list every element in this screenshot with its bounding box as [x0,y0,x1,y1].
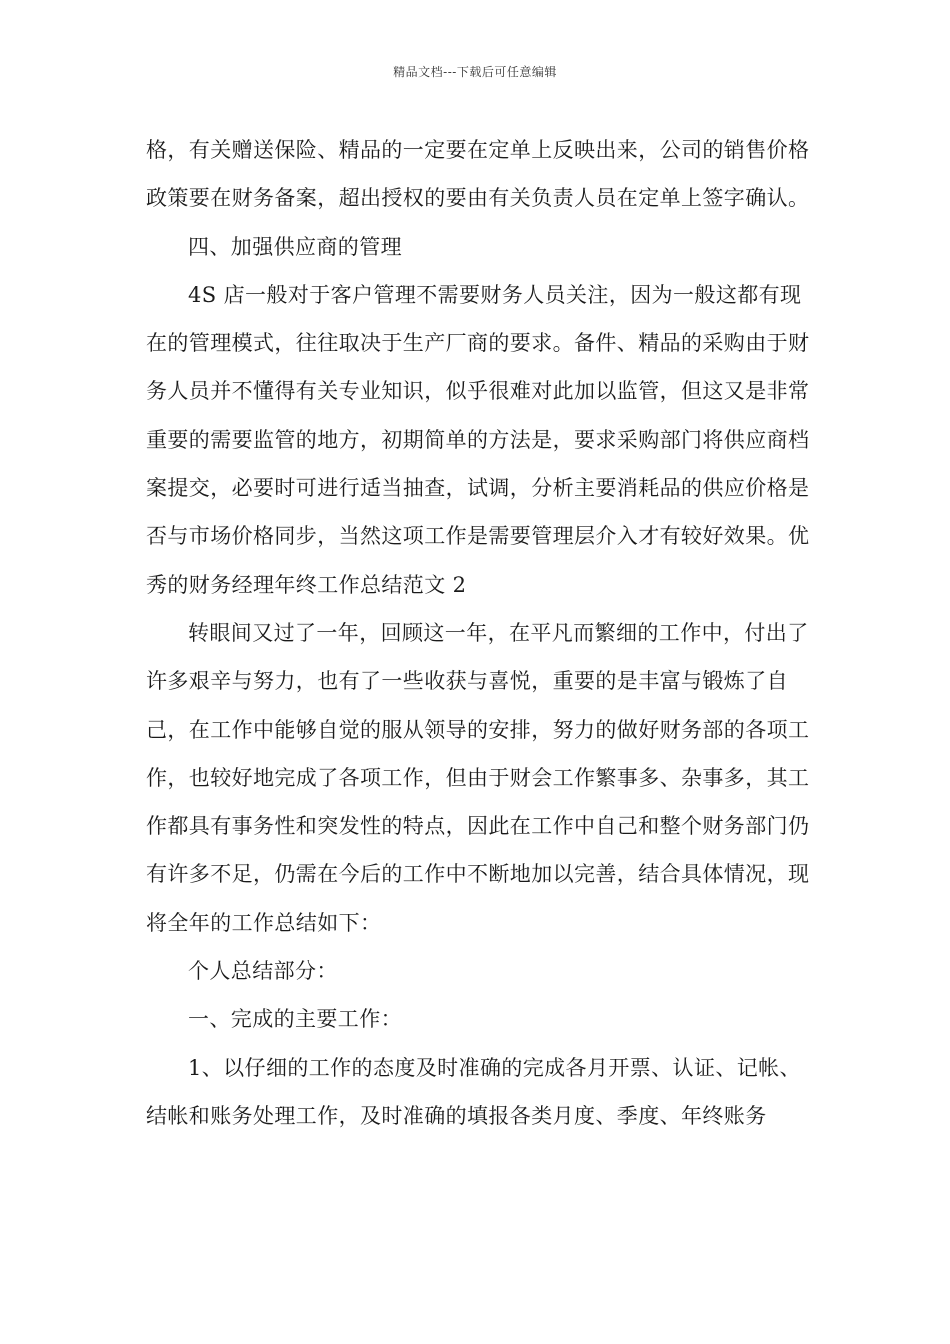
document-body [146,126,818,1140]
section-heading-supplier-management: 四、加强供应商的管理 [188,234,402,259]
section-heading-main-work: 一、完成的主要工作： [188,1007,402,1032]
paragraph-supplier-management: 4S 店一般对于客户管理不需要财务人员关注，因为一般这都有现在的管理模式，往往取决于生产厂商的要求。备件、精品的采购由于财务人员并不懂得有关专业知识，似乎很难对此加以监管，但这又是非常重要的需要监管的地方，初期简单的方法是，要求采购部门将供应商档案提交，必要时可进行适当抽查，试调，分析主要消耗品的供应价格是否与市场价格同步，当然这项工作是需要管理层介入才有较好效果。优秀的财务经理年终工作总结范文 2 [146,282,810,597]
paragraph-work-item-1: 1、以仔细的工作的态度及时准确的完成各月开票、认证、记帐、结帐和账务处理工作，及时准确的填报各类月度、季度、年终账务 [146,1055,801,1128]
section-heading-personal-summary: 个人总结部分： [188,959,338,984]
page-header: 精品文档---下载后可任意编辑 [393,65,557,79]
paragraph-year-review: 转眼间又过了一年，回顾这一年，在平凡而繁细的工作中，付出了许多艰辛与努力，也有了一些收获与喜悦，重要的是丰富与锻炼了自己，在工作中能够自觉的服从领导的安排，努力的做好财务部的各项工作，也较好地完成了各项工作，但由于财会工作繁事多、杂事多，其工作都具有事务性和突发性的特点，因此在工作中自己和整个财务部门仍有许多不足，仍需在今后的工作中不断地加以完善，结合具体情况，现将全年的工作总结如下： [146,620,810,935]
paragraph-continuation: 格，有关赠送保险、精品的一定要在定单上反映出来，公司的销售价格政策要在财务备案，超出授权的要由有关负责人员在定单上签字确认。 [146,138,810,211]
